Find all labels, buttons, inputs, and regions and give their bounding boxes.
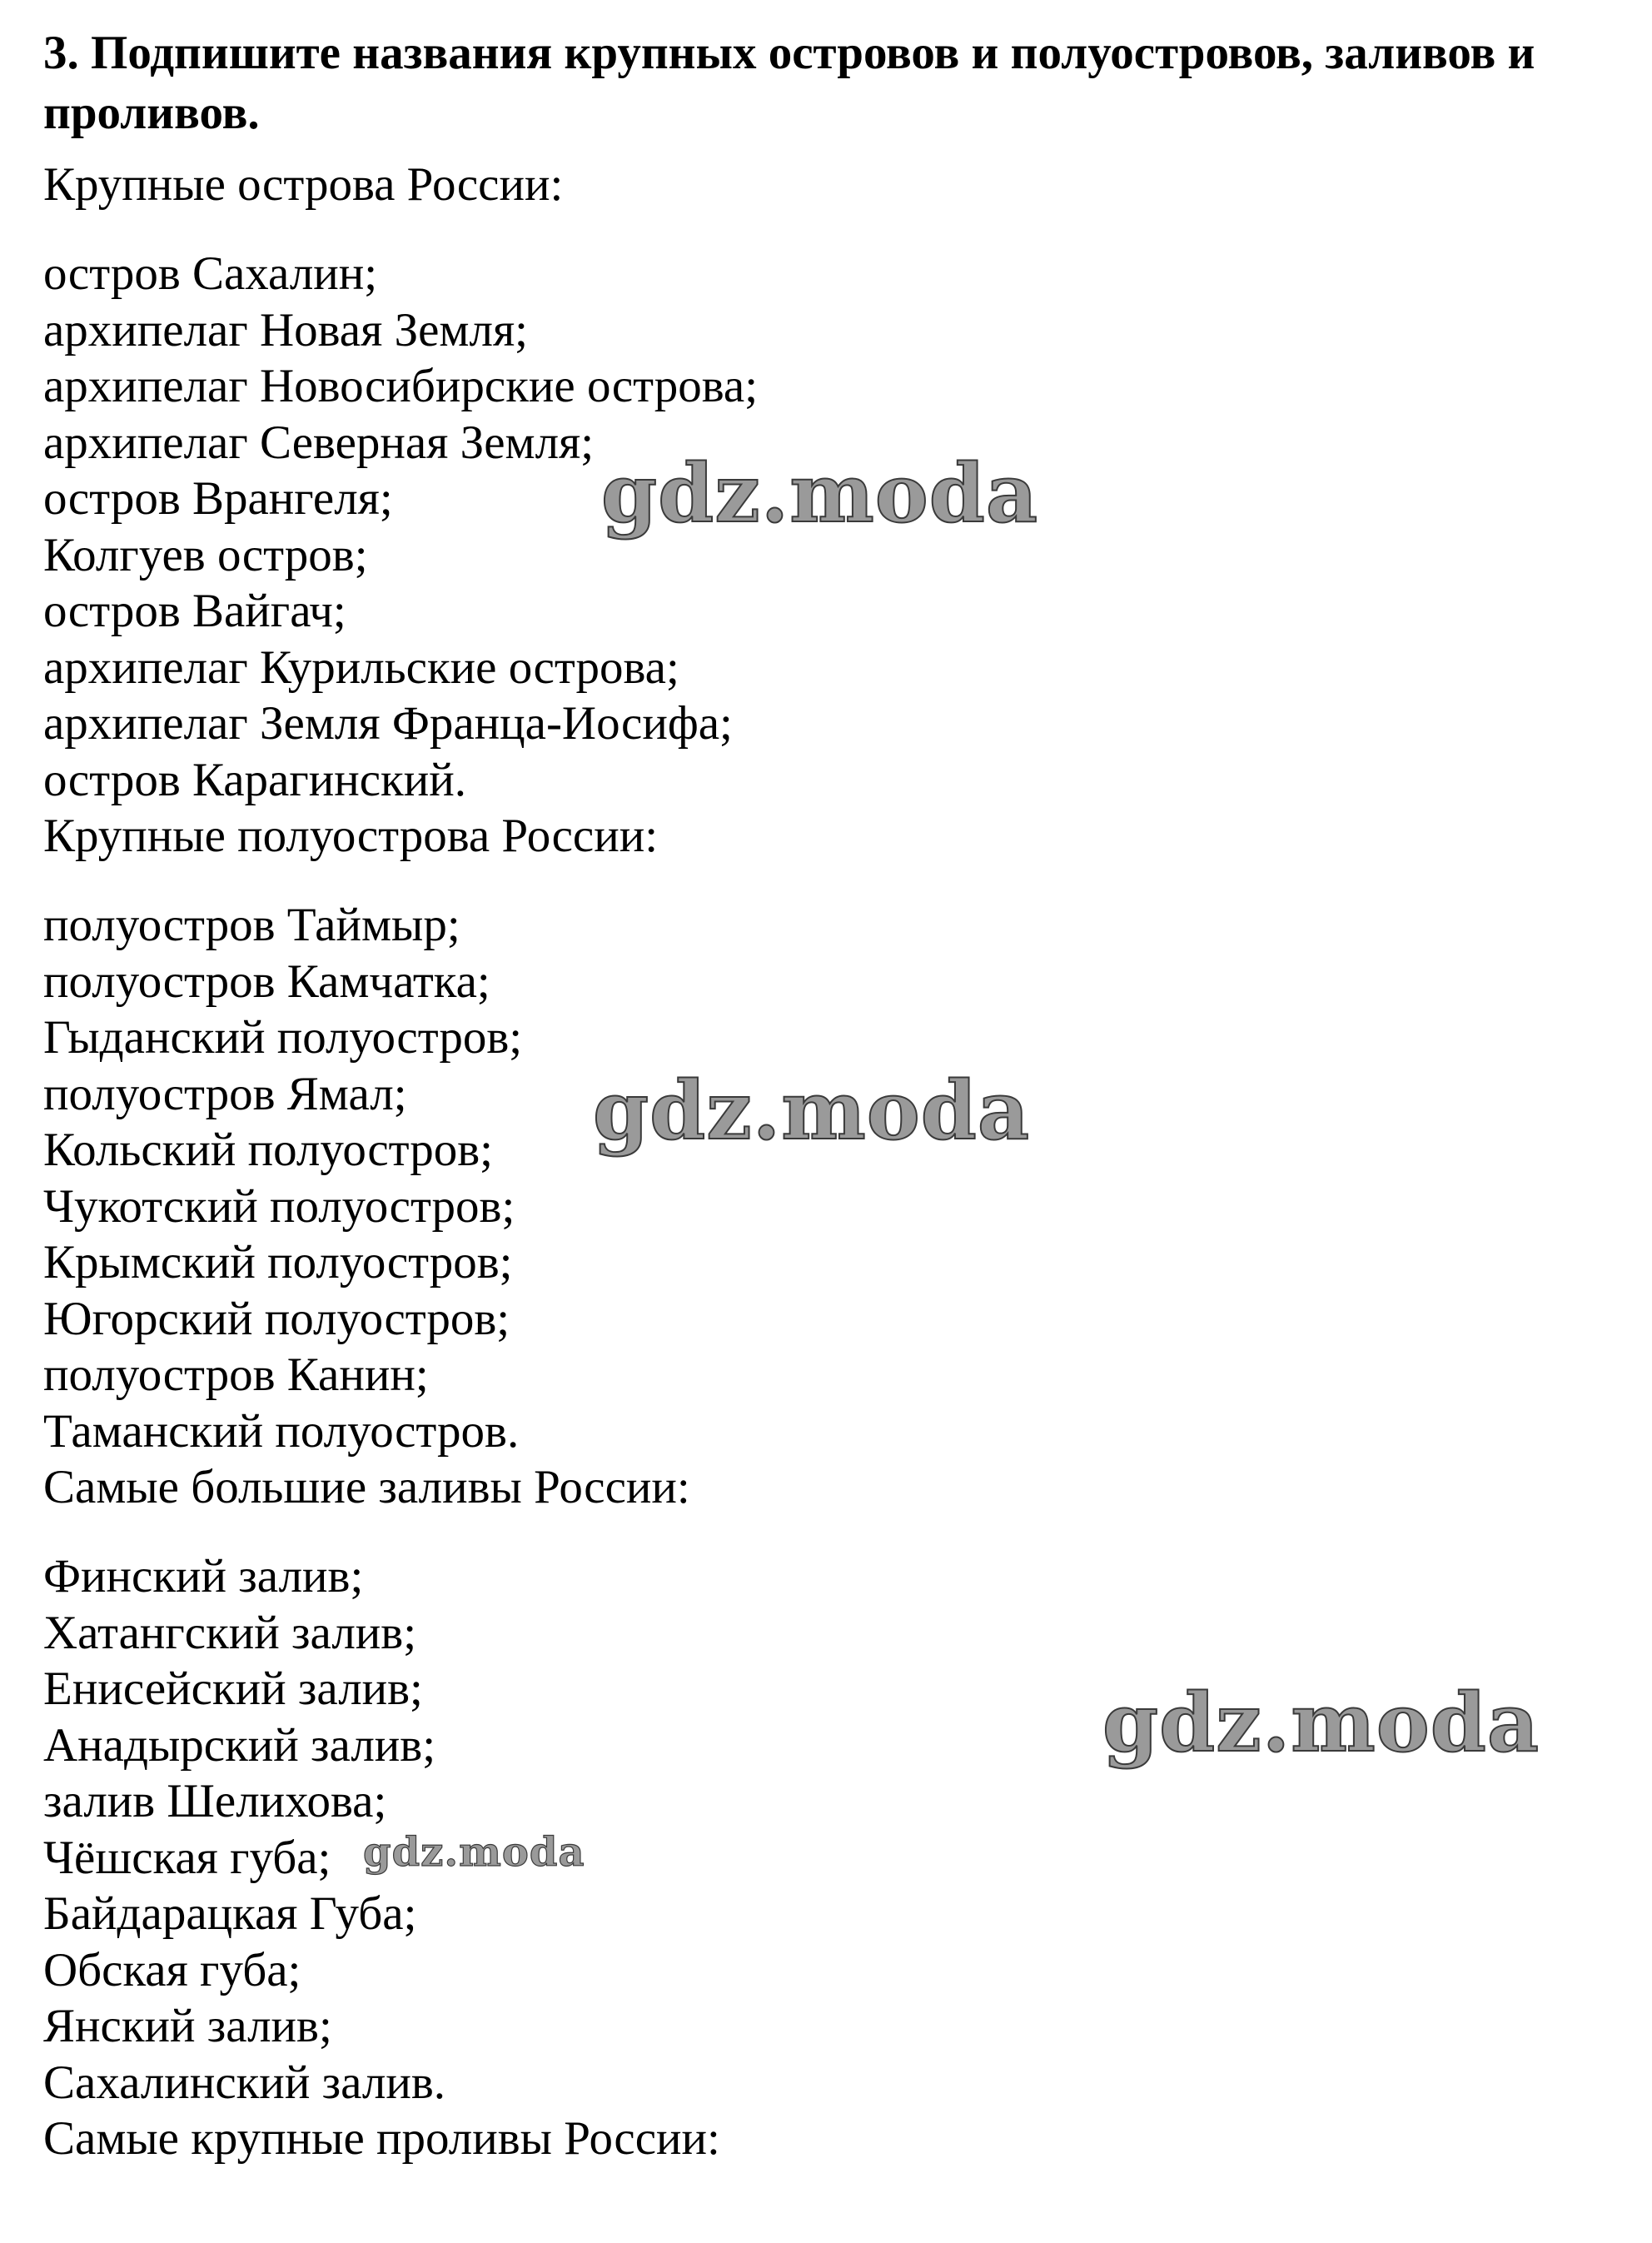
- list-item: Обская губа;: [43, 1943, 301, 1996]
- list-item: архипелаг Новосибирские острова;: [43, 360, 759, 412]
- list-item: полуостров Ямал;: [43, 1067, 407, 1120]
- list-item: архипелаг Северная Земля;: [43, 416, 595, 469]
- islands-heading: Крупные острова России:: [43, 158, 564, 211]
- watermark: gdz.moda: [363, 1829, 585, 1876]
- list-item: Байдарацкая Губа;: [43, 1887, 417, 1940]
- list-item: архипелаг Земля Франца-Иосифа;: [43, 697, 733, 750]
- list-item: Колгуев остров;: [43, 528, 368, 581]
- list-item: архипелаг Новая Земля;: [43, 303, 528, 356]
- peninsulas-list: [43, 897, 1609, 1459]
- watermark: gdz.moda: [1102, 1676, 1540, 1770]
- list-item: залив Шелихова;: [43, 1775, 387, 1827]
- list-item: Крымский полуостров;: [43, 1236, 513, 1288]
- list-item: Анадырский залив;: [43, 1718, 436, 1772]
- list-item: Югорский полуостров;: [43, 1292, 510, 1345]
- list-item: архипелаг Курильские острова;: [43, 641, 679, 694]
- list-item: остров Врангеля;: [43, 472, 393, 525]
- task-title: 3. Подпишите названия крупных островов и полуостровов, заливов и проливов.: [43, 27, 1535, 139]
- list-item: Гыданский полуостров;: [43, 1011, 523, 1064]
- list-item: Сахалинский залив.: [43, 2056, 445, 2109]
- list-item: Хатангский залив;: [43, 1606, 417, 1659]
- peninsulas-heading: Крупные полуострова России:: [43, 810, 659, 862]
- list-item: Янский залив;: [43, 2000, 332, 2052]
- list-item: Чёшская губа;: [43, 1831, 331, 1884]
- list-item: Чукотский полуостров;: [43, 1179, 515, 1233]
- list-item: Енисейский залив;: [43, 1662, 423, 1715]
- list-item: полуостров Канин;: [43, 1348, 429, 1401]
- list-item: Кольский полуостров;: [43, 1124, 493, 1176]
- list-item: полуостров Таймыр;: [43, 899, 460, 951]
- list-item: остров Вайгач;: [43, 585, 346, 637]
- watermark: gdz.moda: [593, 1064, 1031, 1158]
- watermark: gdz.moda: [601, 446, 1039, 541]
- bays-list: [43, 1548, 1609, 2111]
- list-item: Финский залив;: [43, 1550, 364, 1602]
- bays-heading: Самые большие заливы России:: [43, 1461, 690, 1513]
- list-item: остров Сахалин;: [43, 247, 378, 300]
- straits-heading: Самые крупные проливы России:: [43, 2112, 720, 2165]
- list-item: Таманский полуостров.: [43, 1404, 520, 1458]
- list-item: полуостров Камчатка;: [43, 955, 490, 1008]
- list-item: остров Карагинский.: [43, 753, 466, 806]
